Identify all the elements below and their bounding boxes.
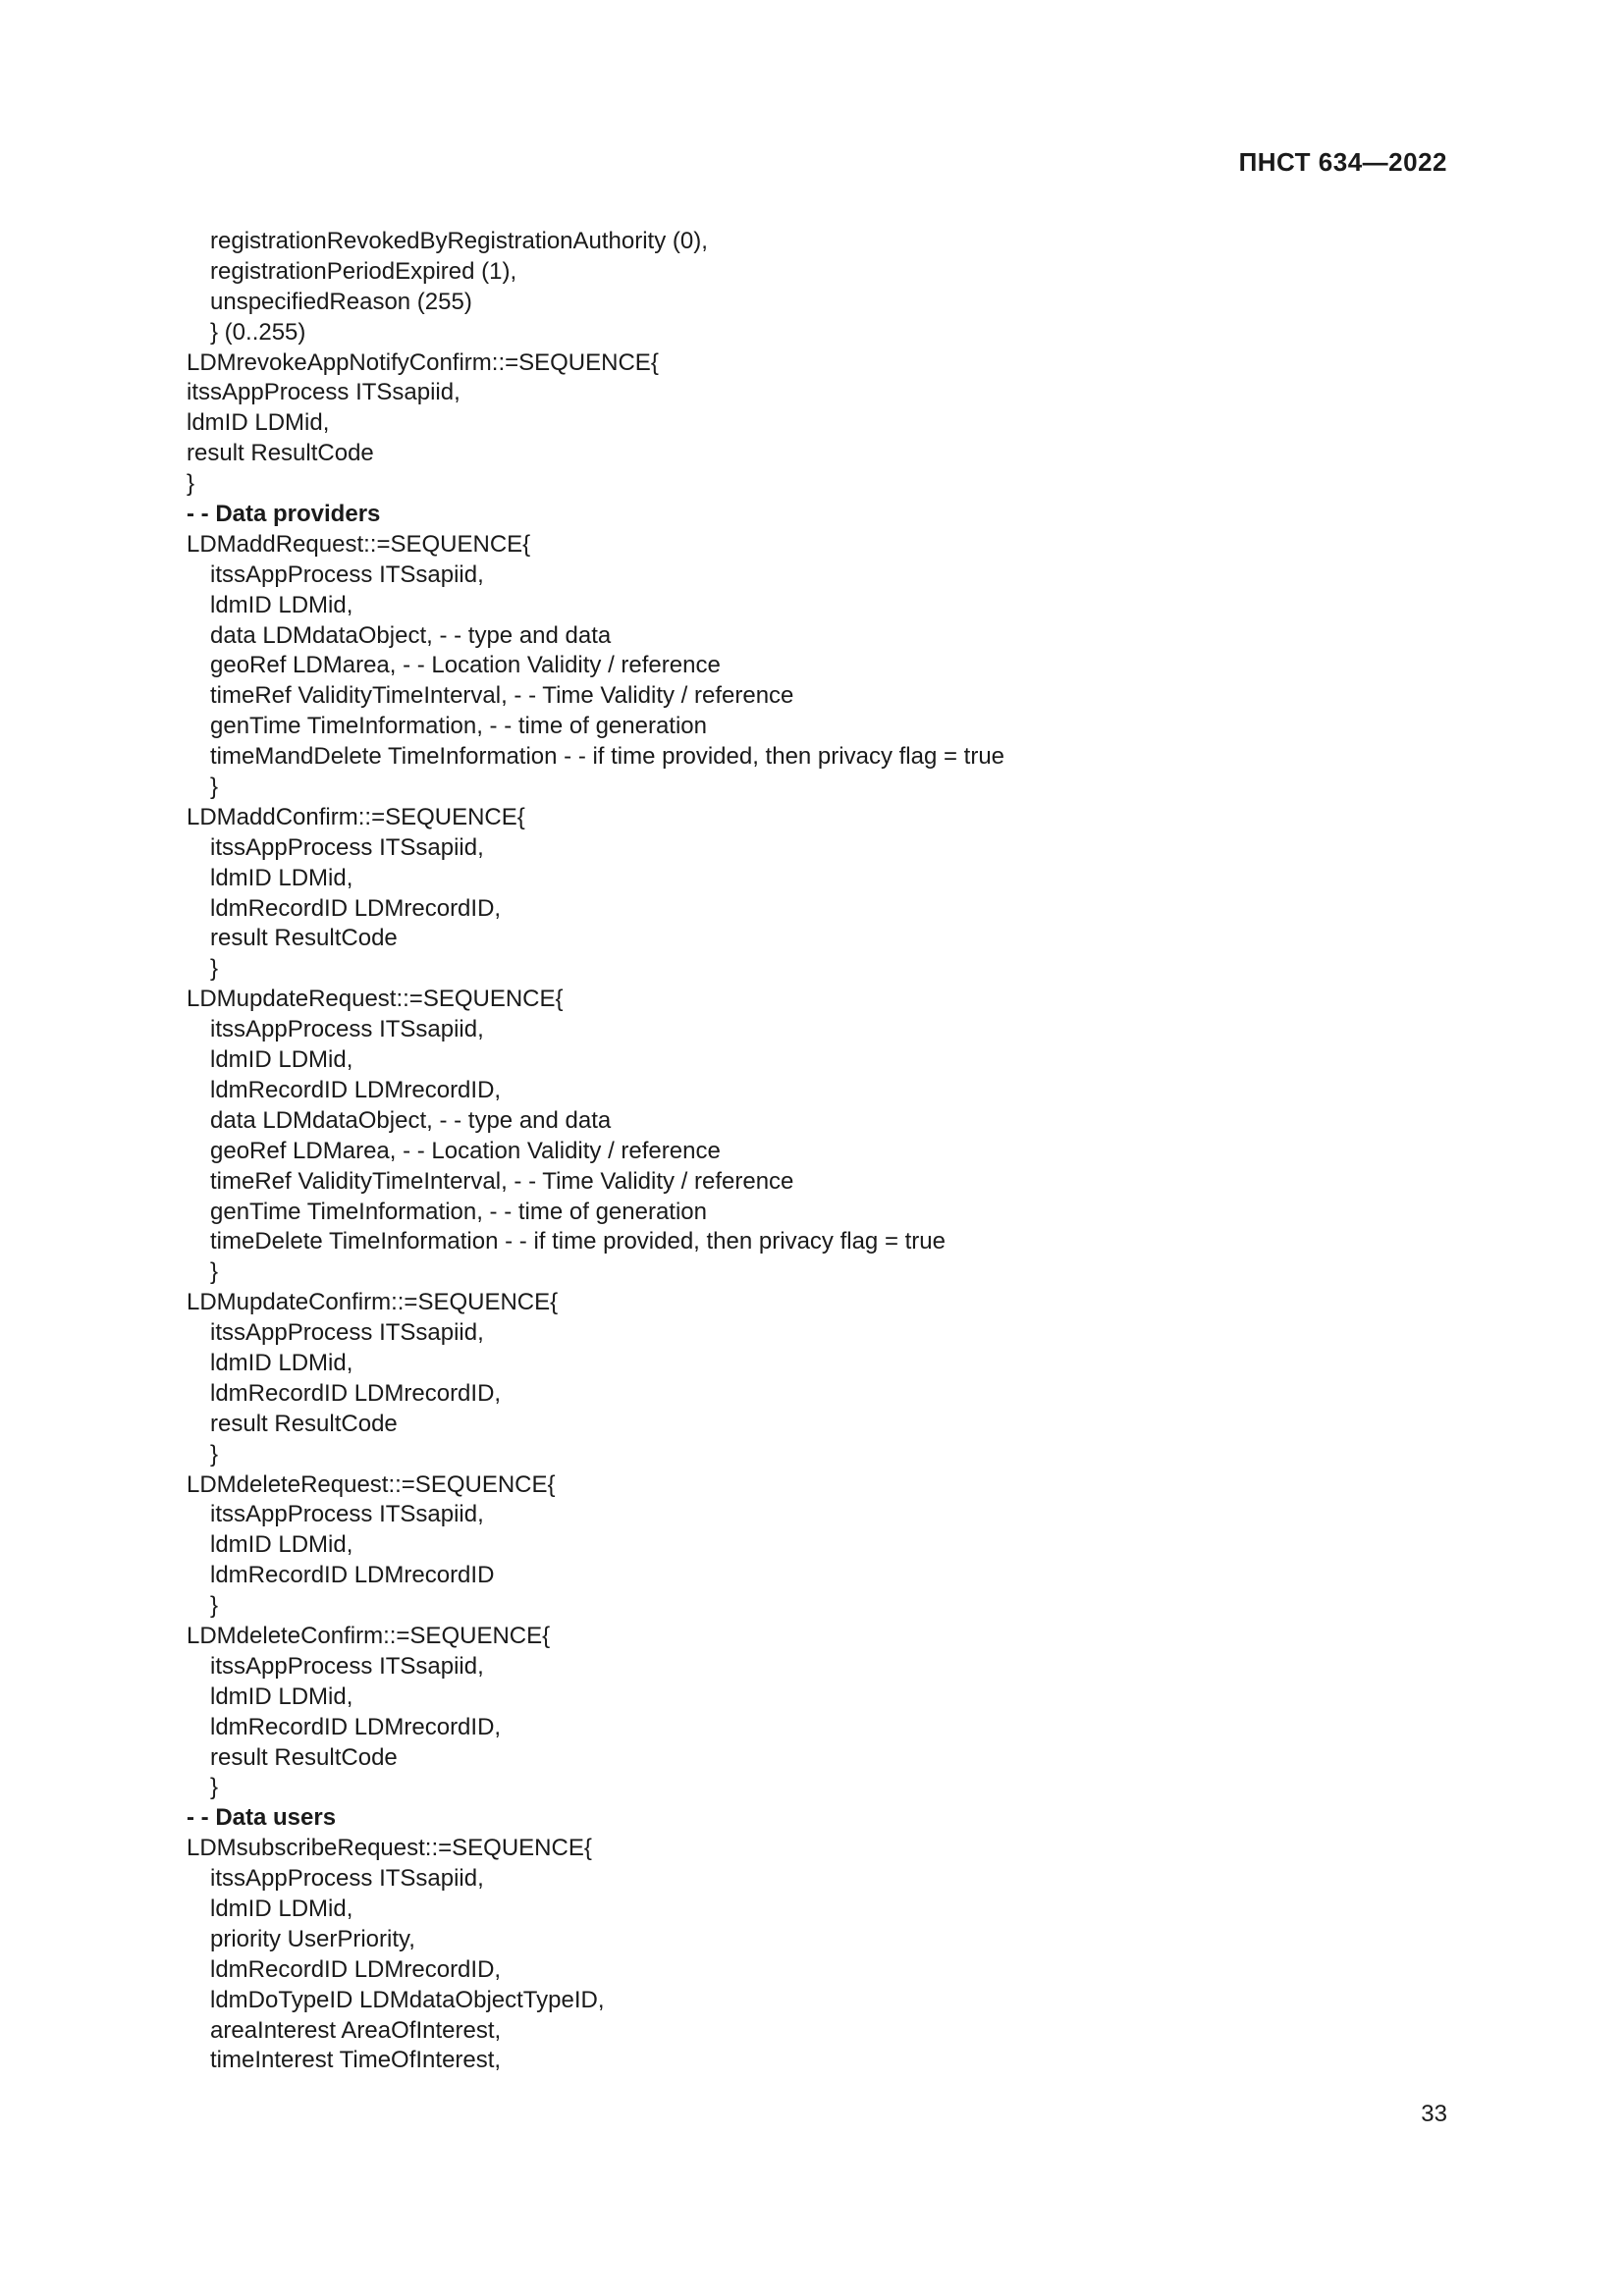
code-line: ldmDoTypeID LDMdataObjectTypeID, xyxy=(210,1986,605,2013)
code-line: data LDMdataObject, - - type and data xyxy=(210,621,612,649)
code-line: timeDelete TimeInformation - - if time provided, then privacy flag = true xyxy=(210,1228,946,1255)
code-line: ldmID LDMid, xyxy=(210,1349,353,1376)
document-header: ПНСТ 634—2022 xyxy=(1238,147,1447,177)
section-heading: - - Data users xyxy=(187,1804,337,1832)
code-line: } (0..255) xyxy=(210,318,306,346)
code-line: unspecifiedReason (255) xyxy=(210,288,472,315)
code-line: data LDMdataObject, - - type and data xyxy=(210,1106,612,1134)
code-line: registrationPeriodExpired (1), xyxy=(210,257,517,285)
code-line: } xyxy=(210,955,219,983)
code-line: ldmID LDMid, xyxy=(210,1531,353,1559)
code-line: ldmID LDMid, xyxy=(210,1682,353,1710)
code-line: ldmRecordID LDMrecordID, xyxy=(210,1379,502,1407)
code-line: ldmID LDMid, xyxy=(210,1046,353,1074)
code-line: ldmRecordID LDMrecordID xyxy=(210,1562,495,1589)
code-line: itssAppProcess ITSsapiid, xyxy=(210,1319,484,1347)
code-line: itssAppProcess ITSsapiid, xyxy=(210,1652,484,1680)
code-line: ldmID LDMid, xyxy=(187,409,330,437)
code-line: LDMdeleteRequest::=SEQUENCE{ xyxy=(187,1470,556,1498)
code-line: itssAppProcess ITSsapiid, xyxy=(210,833,484,861)
code-line: } xyxy=(210,1592,219,1620)
code-line: timeMandDelete TimeInformation - - if time provided, then privacy flag = true xyxy=(210,743,1005,771)
code-line: } xyxy=(210,1440,219,1468)
code-line: priority UserPriority, xyxy=(210,1925,415,1952)
code-line: itssAppProcess ITSsapiid, xyxy=(187,379,460,406)
code-line: geoRef LDMarea, - - Location Validity / reference xyxy=(210,652,721,679)
code-line: } xyxy=(210,1774,219,1801)
code-line: LDMupdateConfirm::=SEQUENCE{ xyxy=(187,1289,559,1316)
section-heading: - - Data providers xyxy=(187,501,381,528)
code-listing xyxy=(187,227,1463,2076)
code-line: ldmRecordID LDMrecordID, xyxy=(210,894,502,922)
code-line: itssAppProcess ITSsapiid, xyxy=(210,1865,484,1893)
code-line: LDMrevokeAppNotifyConfirm::=SEQUENCE{ xyxy=(187,348,659,376)
code-line: result ResultCode xyxy=(187,440,374,467)
code-line: ldmID LDMid, xyxy=(210,864,353,891)
code-line: ldmID LDMid, xyxy=(210,591,353,618)
code-line: itssAppProcess ITSsapiid, xyxy=(210,561,484,588)
code-line: timeInterest TimeOfInterest, xyxy=(210,2047,502,2074)
code-line: result ResultCode xyxy=(210,1743,398,1771)
code-line: } xyxy=(210,1258,219,1286)
code-line: itssAppProcess ITSsapiid, xyxy=(210,1501,484,1528)
code-line: geoRef LDMarea, - - Location Validity / reference xyxy=(210,1137,721,1164)
code-line: timeRef ValidityTimeInterval, - - Time Validity / reference xyxy=(210,1167,794,1195)
code-line: ldmRecordID LDMrecordID, xyxy=(210,1713,502,1740)
code-line: genTime TimeInformation, - - time of generation xyxy=(210,713,707,740)
code-line: } xyxy=(210,774,219,801)
code-line: genTime TimeInformation, - - time of generation xyxy=(210,1198,707,1225)
page-number: 33 xyxy=(1421,2101,1447,2127)
code-line: ldmRecordID LDMrecordID, xyxy=(210,1076,502,1103)
code-line: LDMaddRequest::=SEQUENCE{ xyxy=(187,530,531,558)
code-line: itssAppProcess ITSsapiid, xyxy=(210,1016,484,1043)
code-line: LDMdeleteConfirm::=SEQUENCE{ xyxy=(187,1622,551,1649)
code-line: ldmID LDMid, xyxy=(210,1895,353,1922)
code-line: LDMupdateRequest::=SEQUENCE{ xyxy=(187,986,564,1013)
code-line: ldmRecordID LDMrecordID, xyxy=(210,1955,502,1983)
code-line: areaInterest AreaOfInterest, xyxy=(210,2016,502,2044)
code-line: timeRef ValidityTimeInterval, - - Time Validity / reference xyxy=(210,682,794,710)
code-line: result ResultCode xyxy=(210,1410,398,1437)
code-line: LDMaddConfirm::=SEQUENCE{ xyxy=(187,803,525,830)
code-line: registrationRevokedByRegistrationAuthority (0), xyxy=(210,228,708,254)
code-line: } xyxy=(187,470,195,498)
code-line: LDMsubscribeRequest::=SEQUENCE{ xyxy=(187,1835,592,1862)
code-line: result ResultCode xyxy=(210,925,398,952)
